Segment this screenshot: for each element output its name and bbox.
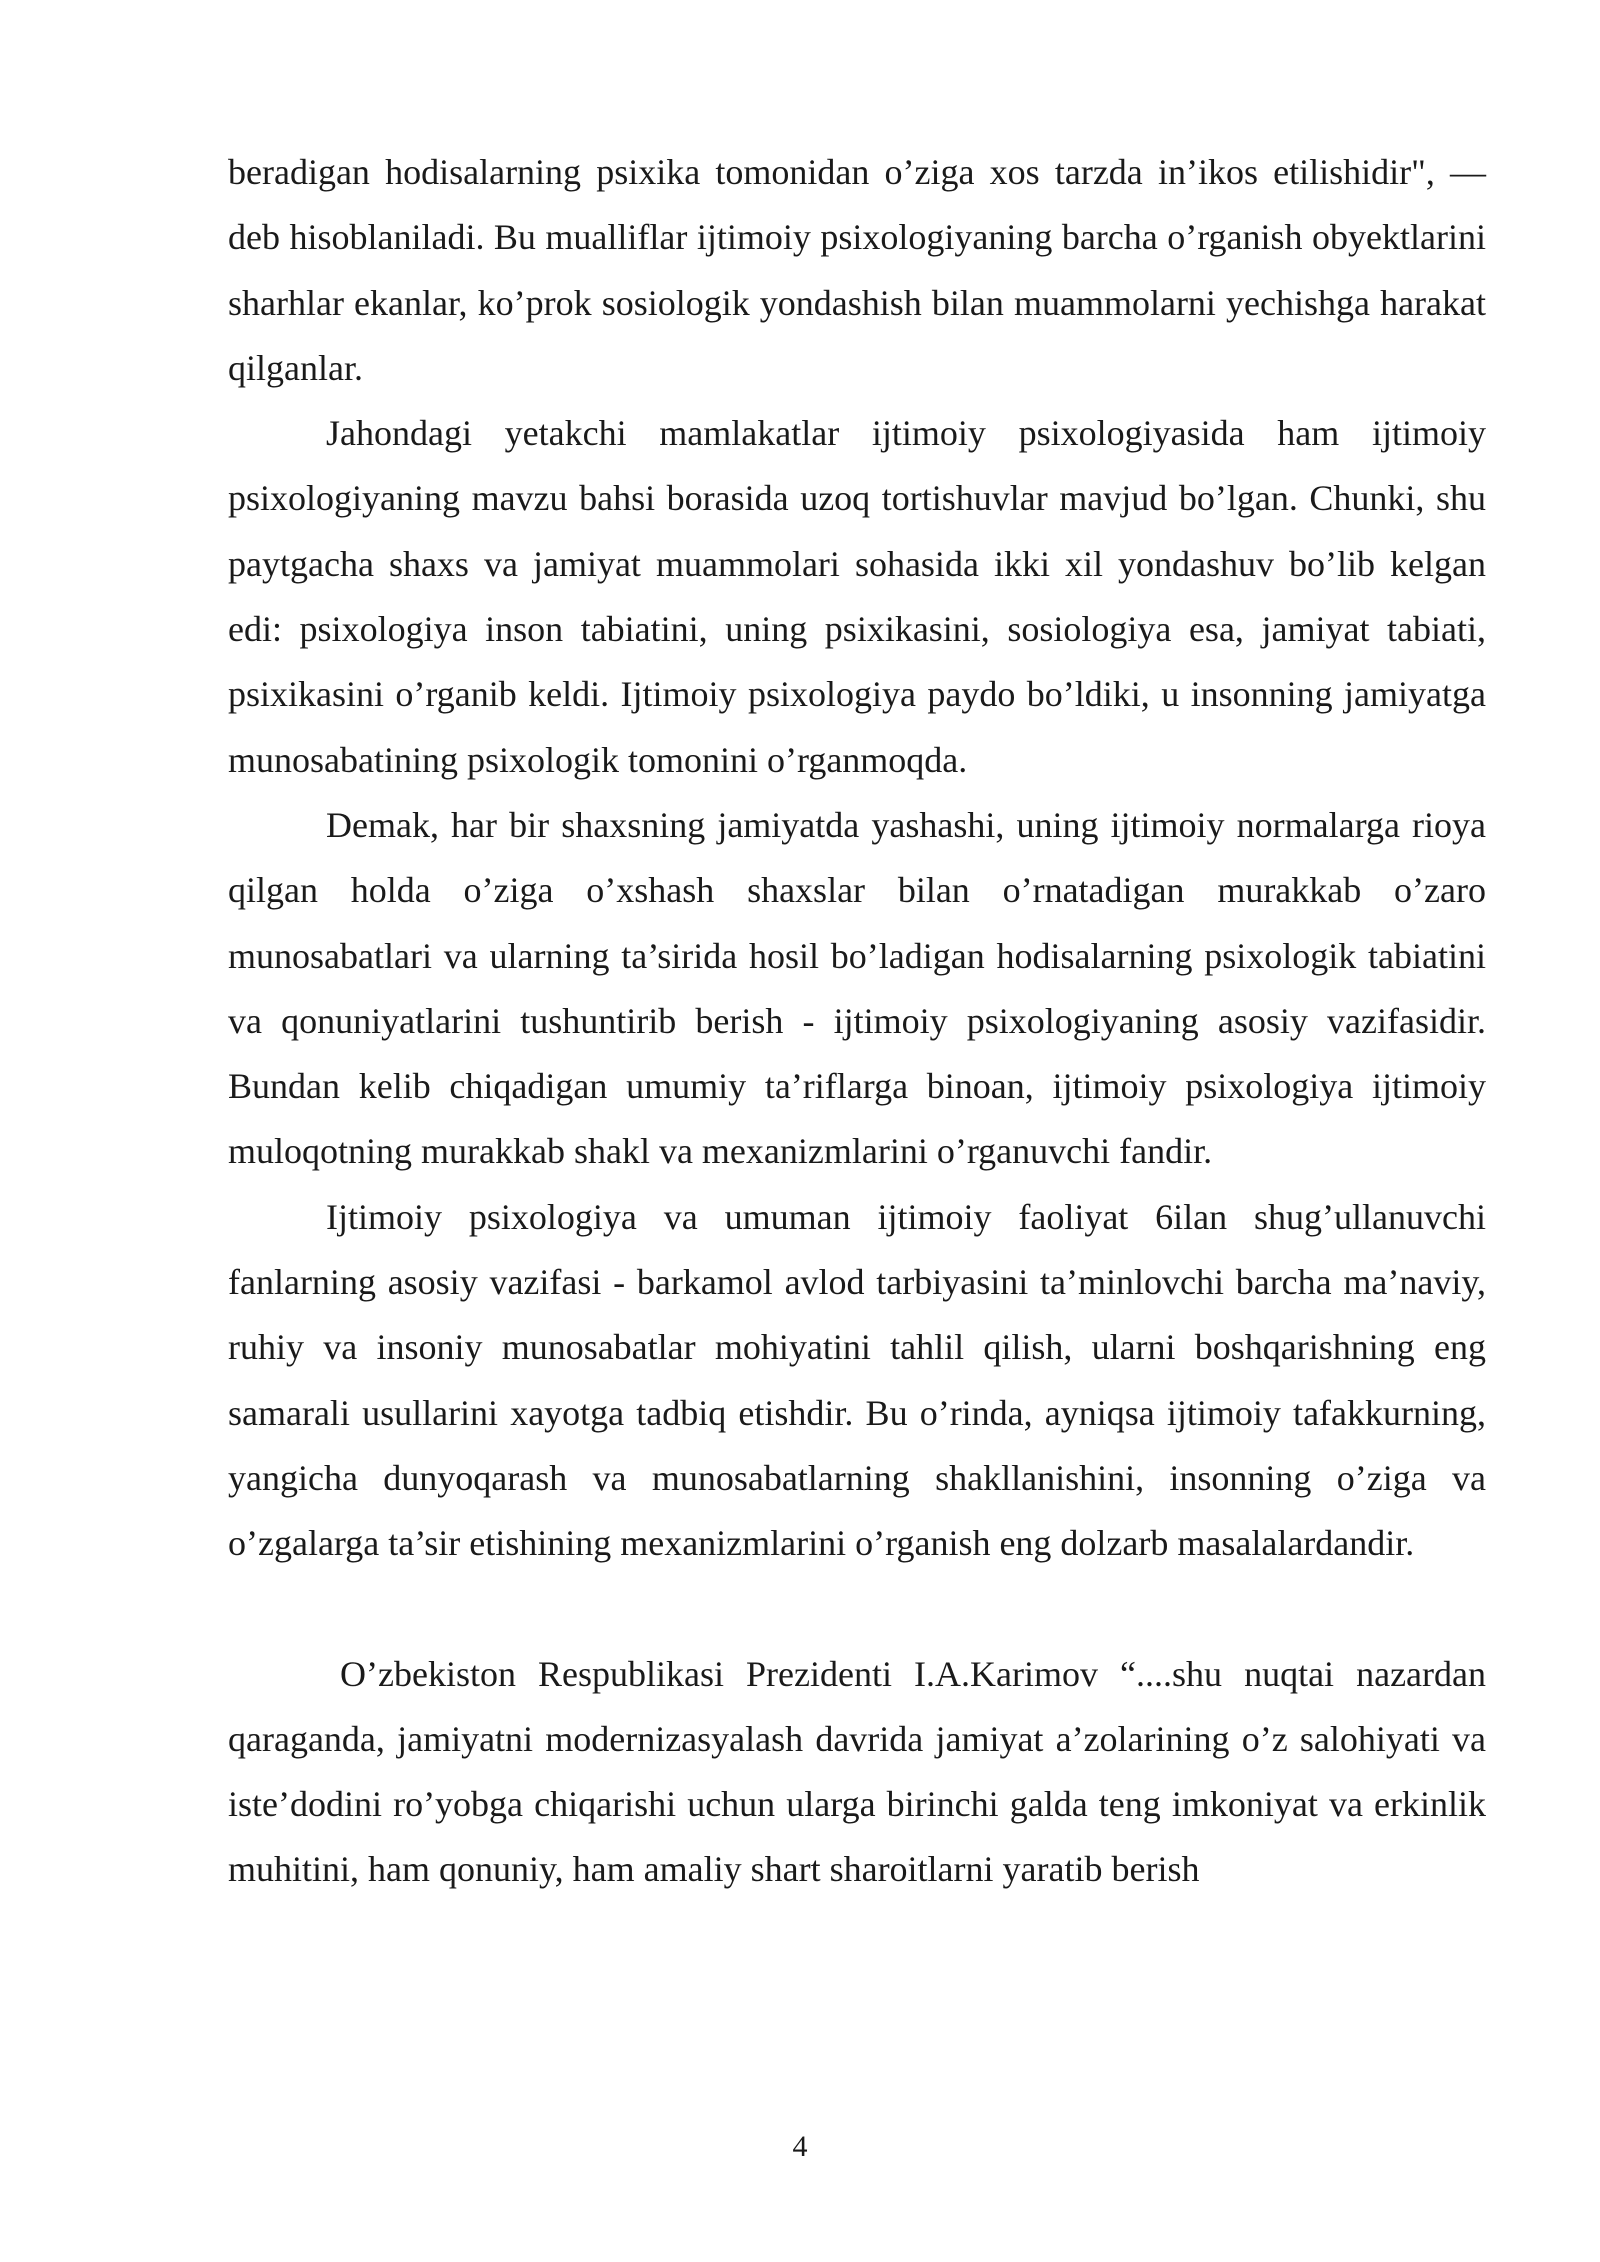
paragraph-jahondagi: Jahondagi yetakchi mamlakatlar ijtimoiy psixologiyasida ham ijtimoiy psixologiyaning mavzu bahsi borasida uzoq tortishuvlar mavjud bo’lgan. Chunki, shu paytgacha shaxs va jamiyat muammolari sohasida ikki xil yondashuv bo’lib kelgan edi: psixologiya inson tabiatini, uning psixikasini, sosiologiya esa, jamiyat tabiati, psixikasini o’rganib keldi. Ijtimoiy psixologiya paydo bo’ldiki, u insonning jamiyatga munosabatining psixologik tomonini o’rganmoqda.	[228, 413, 1486, 780]
paragraph-ijtimoiy-psixologiya: Ijtimoiy psixologiya va umuman ijtimoiy faoliyat 6ilan shug’ullanuvchi fanlarning asosiy vazifasi - barkamol avlod tarbiyasini ta’minlovchi barcha ma’naviy, ruhiy va insoniy munosabatlar mohiyatini tahlil qilish, ularni boshqarishning eng samarali usullarini xayotga tadbiq etishdir. Bu o’rinda, ayniqsa ijtimoiy tafakkurning, yangicha dunyoqarash va munosabatlarning shakllanishini, insonning o’ziga va o’zgalarga ta’sir etishining mexanizmlarini o’rganish eng dolzarb masalalardandir.	[228, 1196, 1486, 1564]
paragraph-demak: Demak, har bir shaxsning jamiyatda yashashi, uning ijtimoiy normalarga rioya qilgan holda o’ziga o’xshash shaxslar bilan o’rnatadigan murakkab o’zaro munosabatlari va ularning ta’sirida hosil bo’ladigan hodisalarning psixologik tabiatini va qonuniyatlarini tushuntirib berish - ijtimoiy psixologiyaning asosiy vazifasidir. Bundan kelib chiqadigan umumiy ta’riflarga binoan, ijtimoiy psixologiya ijtimoiy muloqotning murakkab shakl va mexanizmlarini o’rganuvchi fandir.	[228, 804, 1486, 1172]
paragraph-continuation: beradigan hodisalarning psixika tomonidan o’ziga xos tarzda in’ikos etilishidir", — deb hisoblaniladi. Bu mualliflar ijtimoiy psixologiyaning barcha o’rganish obyektlarini sharhlar ekanlar, ko’prok sosiologik yondashish bilan muammolarni yechishga harakat qilganlar.	[228, 152, 1486, 388]
page-number: 4	[792, 2130, 808, 2163]
paragraph-karimov-quote: O’zbekiston Respublikasi Prezidenti I.A.Karimov “....shu nuqtai nazardan qaraganda, jamiyatni modernizasyalash davrida jamiyat a’zolarining o’z salohiyati va iste’dodini ro’yobga chiqarishi uchun ularga birinchi galda teng imkoniyat va erkinlik muhitini, ham qonuniy, ham amaliy shart sharoitlarni yaratib berish	[228, 1653, 1486, 1890]
paragraph-gap	[228, 1577, 1486, 1642]
document-page	[228, 140, 1486, 1903]
